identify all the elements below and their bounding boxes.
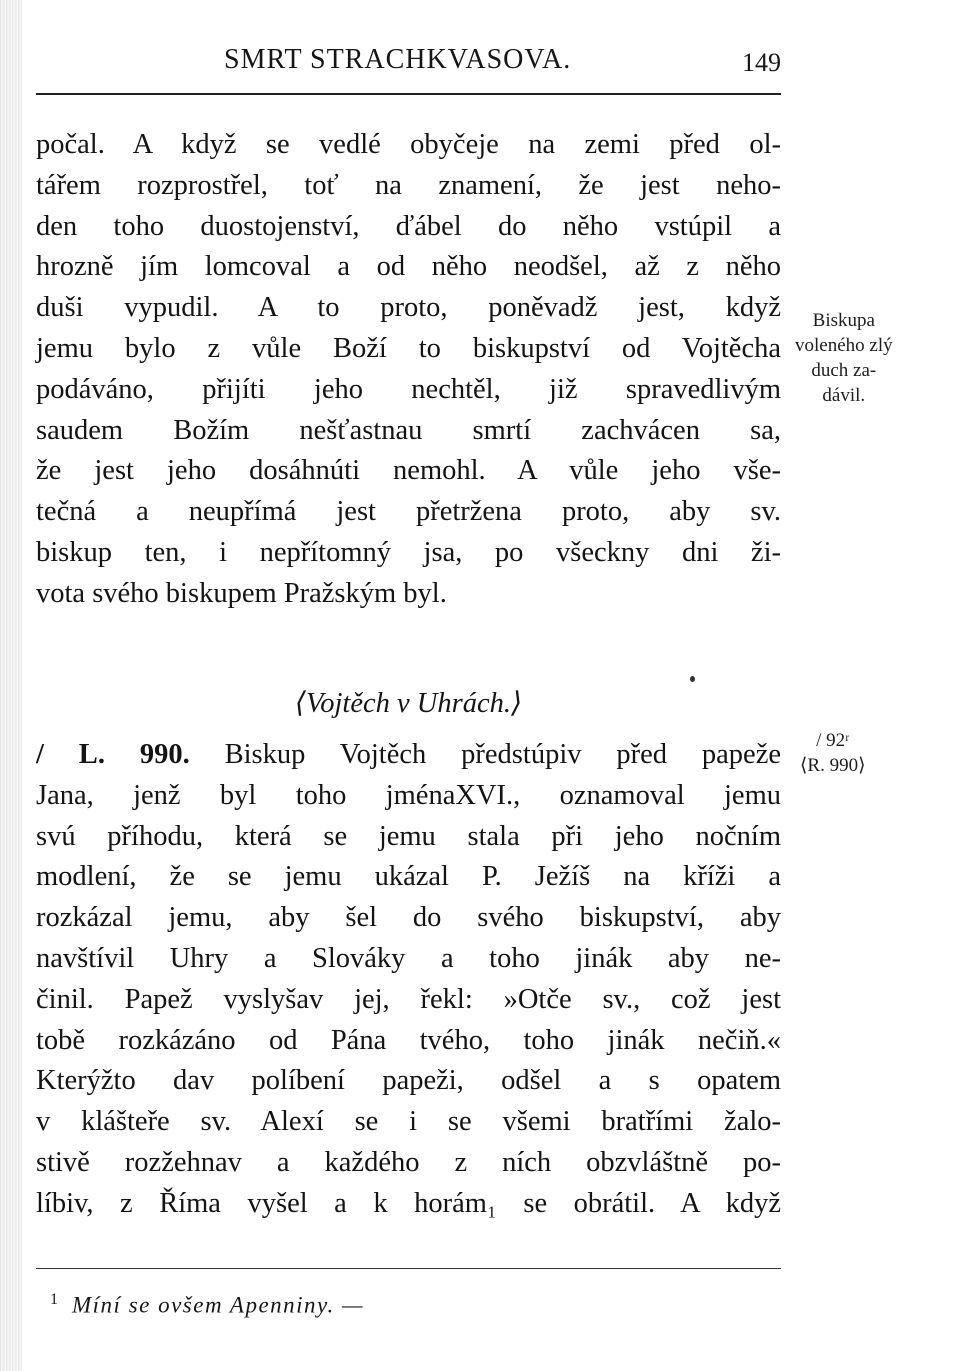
marginal-line: / 92ʳ bbox=[816, 730, 850, 751]
page-header bbox=[36, 42, 781, 88]
footnote-rule bbox=[36, 1268, 781, 1269]
footnote-text: Míní se ovšem Apenniny. — bbox=[72, 1292, 364, 1318]
text-line: činil. Papež vyslyšav jej, řekl: »Otče sv., což jest bbox=[36, 983, 781, 1015]
first-line-text: Biskup Vojtěch předstúpiv před papeže bbox=[224, 739, 781, 770]
text-line: počal. A když se vedlé obyčeje na zemi před ol- bbox=[36, 129, 781, 160]
text-line: duši vypudil. A to proto, poněvadž jest, když bbox=[36, 292, 781, 324]
text-line: tečná a neupřímá jest přetržena proto, aby sv. bbox=[36, 496, 781, 528]
page-number: 149 bbox=[742, 48, 781, 77]
text-line: vota svého biskupem Pražským byl. bbox=[36, 577, 447, 609]
text-line: v klášteře sv. Alexí se i se všemi bratřími žalo- bbox=[36, 1106, 781, 1138]
text-line: tářem rozprostřel, toť na znamení, že jest neho- bbox=[36, 169, 781, 201]
marginal-line: duch za- bbox=[811, 360, 877, 381]
running-title: SMRT STRACHKVASOVA. bbox=[224, 44, 572, 75]
text-line: rozkázal jemu, aby šel do svého biskupství, aby bbox=[36, 902, 781, 934]
text-line: den toho duostojenství, ďábel do něho vstúpil a bbox=[36, 210, 781, 242]
text-line: stivě rozžehnav a každého z ních obzvláštně po- bbox=[36, 1146, 781, 1178]
marginal-line: ⟨R. 990⟩ bbox=[800, 755, 866, 776]
text-line: saudem Božím nešťastnau smrtí zachvácen sa, bbox=[36, 414, 781, 446]
body-paragraph-2 bbox=[36, 735, 781, 1225]
marginal-note-biskupa bbox=[795, 308, 893, 408]
text-line: tobě rozkázáno od Pána tvého, toho jinák nečiň.« bbox=[36, 1024, 781, 1056]
marginal-line: dávil. bbox=[822, 385, 866, 406]
text-line-first bbox=[36, 735, 781, 776]
marginal-line: Biskupa bbox=[812, 310, 875, 331]
folio-year-marker: / L. 990. bbox=[36, 739, 190, 770]
page-edge-shadow bbox=[0, 0, 22, 1371]
text-line: že jest jeho dosáhnúti nemohl. A vůle jeho vše- bbox=[36, 455, 781, 487]
text-line: Kterýžto dav políbení papeži, odšel a s opatem bbox=[36, 1065, 781, 1097]
text-line: svú příhodu, která se jemu stala při jeho nočním bbox=[36, 820, 781, 852]
footnote bbox=[36, 1285, 781, 1321]
section-heading: ⟨Vojtěch v Uhrách.⟩ bbox=[294, 688, 523, 719]
text-line: líbiv, z Říma vyšel a k horám₁ se obrátil. A když bbox=[36, 1187, 781, 1219]
text-line: modlení, že se jemu ukázal P. Ježíš na kříži a bbox=[36, 861, 781, 893]
footnote-mark: 1 bbox=[50, 1291, 58, 1308]
text-line: podáváno, přijíti jeho nechtěl, již spravedlivým bbox=[36, 373, 781, 405]
text-line: navštívil Uhry a Slováky a toho jinák aby ne- bbox=[36, 942, 781, 974]
text-line: Jana, jenž byl toho jménaXVI., oznamoval jemu bbox=[36, 779, 781, 811]
text-line: biskup ten, i nepřítomný jsa, po všeckny dni ži- bbox=[36, 536, 781, 568]
ink-speck bbox=[690, 676, 695, 682]
text-line: hrozně jím lomcoval a od něho neodšel, až z něho bbox=[36, 251, 781, 283]
header-rule bbox=[36, 93, 781, 95]
marginal-line: voleného zlý bbox=[795, 335, 893, 356]
body-paragraph-1 bbox=[36, 125, 781, 615]
marginal-note-folio bbox=[800, 728, 866, 778]
text-line: jemu bylo z vůle Boží to biskupství od Vojtěcha bbox=[36, 332, 781, 364]
